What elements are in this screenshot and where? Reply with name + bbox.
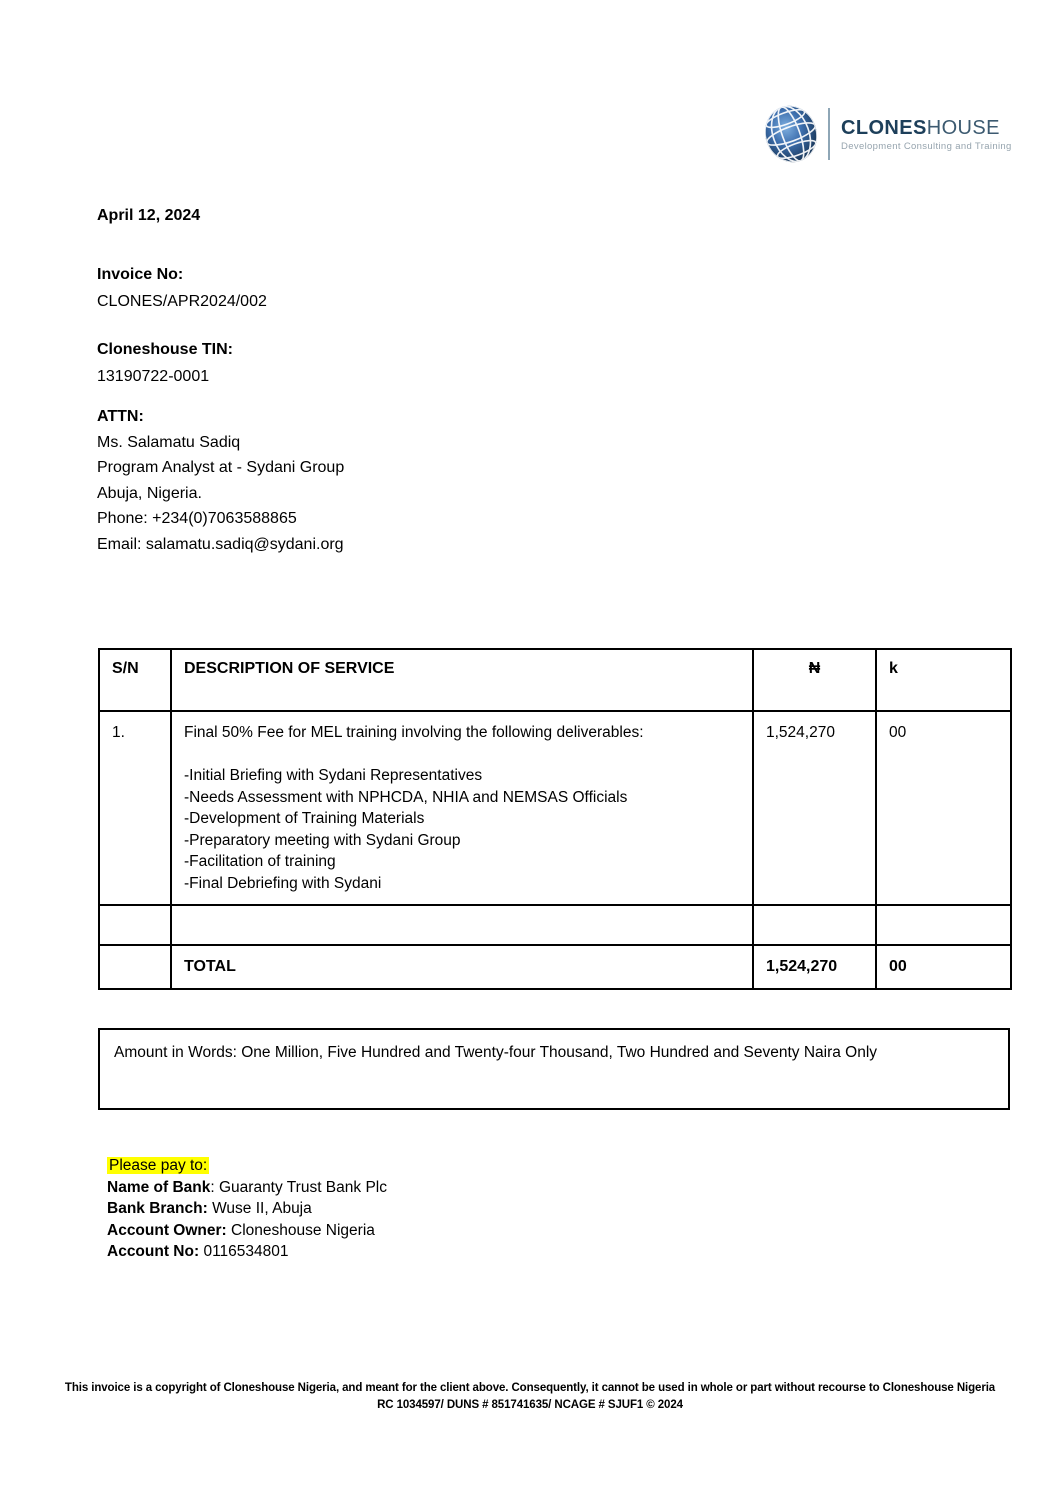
empty-cell [171, 905, 753, 945]
deliverable-item: -Initial Briefing with Sydani Representatives [184, 767, 483, 784]
empty-cell [876, 905, 1011, 945]
brand-logo [762, 101, 1012, 167]
deliverable-item: -Facilitation of training [184, 853, 336, 870]
recipient-location: Abuja, Nigeria. [97, 484, 202, 502]
amount-in-words-text: Amount in Words: One Million, Five Hundred and Twenty-four Thousand, Two Hundred and Seventy Naira Only [114, 1044, 878, 1061]
tin-label: Cloneshouse TIN: [97, 341, 234, 358]
table-row [99, 711, 1011, 905]
invoice-date: April 12, 2024 [97, 207, 201, 224]
description-gap [184, 744, 740, 766]
logo-text [841, 117, 1012, 152]
cell-kobo-amount: 00 [876, 711, 1011, 905]
account-number-label: Account No: [107, 1243, 200, 1260]
table-empty-row [99, 905, 1011, 945]
total-kobo-amount: 00 [876, 945, 1011, 989]
account-number-line [107, 1241, 387, 1263]
amount-in-words-box [98, 1028, 1010, 1110]
bank-branch-value: Wuse II, Abuja [207, 1200, 312, 1217]
col-header-description: DESCRIPTION OF SERVICE [171, 649, 753, 711]
table-total-row [99, 945, 1011, 989]
recipient-email: Email: salamatu.sadiq@sydani.org [97, 535, 344, 553]
total-label: TOTAL [171, 945, 753, 989]
deliverable-item: -Development of Training Materials [184, 810, 425, 827]
tin-value: 13190722-0001 [97, 368, 210, 385]
recipient-role: Program Analyst at - Sydani Group [97, 459, 345, 476]
service-table [98, 648, 1012, 990]
brand-name-light: HOUSE [926, 116, 1000, 139]
recipient-phone: Phone: +234(0)7063588865 [97, 510, 297, 527]
globe-icon [762, 101, 820, 167]
bank-name-value: : Guaranty Trust Bank Plc [210, 1178, 387, 1196]
brand-name-bold: CLONES [841, 116, 927, 139]
deliverable-item: -Needs Assessment with NPHCDA, NHIA and NEMSAS Officials [184, 788, 628, 806]
attn-label: ATTN: [97, 408, 144, 425]
total-naira-amount: 1,524,270 [753, 945, 876, 989]
tin-block [97, 336, 233, 390]
cell-sn: 1. [99, 711, 171, 905]
brand-wordmark [841, 117, 1000, 139]
logo-divider [828, 108, 830, 160]
cell-description [171, 711, 753, 905]
bank-name-line [107, 1177, 387, 1199]
invoice-number-label: Invoice No: [97, 266, 184, 283]
account-number-value: 0116534801 [199, 1243, 289, 1260]
deliverable-item: -Preparatory meeting with Sydani Group [184, 831, 461, 849]
empty-cell [753, 905, 876, 945]
col-header-kobo: k [876, 649, 1011, 711]
cell-naira-amount: 1,524,270 [753, 711, 876, 905]
account-owner-line [107, 1220, 387, 1242]
deliverable-item: -Final Debriefing with Sydani [184, 874, 382, 892]
copyright-footer [0, 1380, 1060, 1414]
bank-branch-label: Bank Branch: [107, 1200, 208, 1217]
table-header-row [99, 649, 1011, 711]
recipient-name: Ms. Salamatu Sadiq [97, 433, 241, 451]
invoice-number-value: CLONES/APR2024/002 [97, 293, 267, 310]
account-owner-label: Account Owner: [107, 1221, 227, 1239]
col-header-sn: S/N [99, 649, 171, 711]
brand-tagline: Development Consulting and Training [841, 140, 1012, 152]
copyright-line: This invoice is a copyright of Cloneshouse Nigeria, and meant for the client above. Consequently, it cannot be used in whole or part without recourse to Cloneshouse Nigeria [64, 1382, 996, 1394]
registration-line: RC 1034597/ DUNS # 851741635/ NCAGE # SJUF1 © 2024 [377, 1399, 683, 1411]
pay-heading-line [107, 1155, 387, 1177]
pay-heading: Please pay to: [109, 1157, 208, 1174]
col-header-naira: ₦ [753, 649, 876, 711]
total-sn-cell [99, 945, 171, 989]
empty-cell [99, 905, 171, 945]
payment-details-block [107, 1155, 387, 1263]
invoice-number-block [97, 261, 267, 315]
bank-name-label: Name of Bank [107, 1178, 211, 1196]
recipient-block [97, 404, 344, 557]
description-intro: Final 50% Fee for MEL training involving the following deliverables: [184, 724, 644, 741]
bank-branch-line [107, 1198, 387, 1220]
account-owner-value: Cloneshouse Nigeria [226, 1221, 375, 1239]
